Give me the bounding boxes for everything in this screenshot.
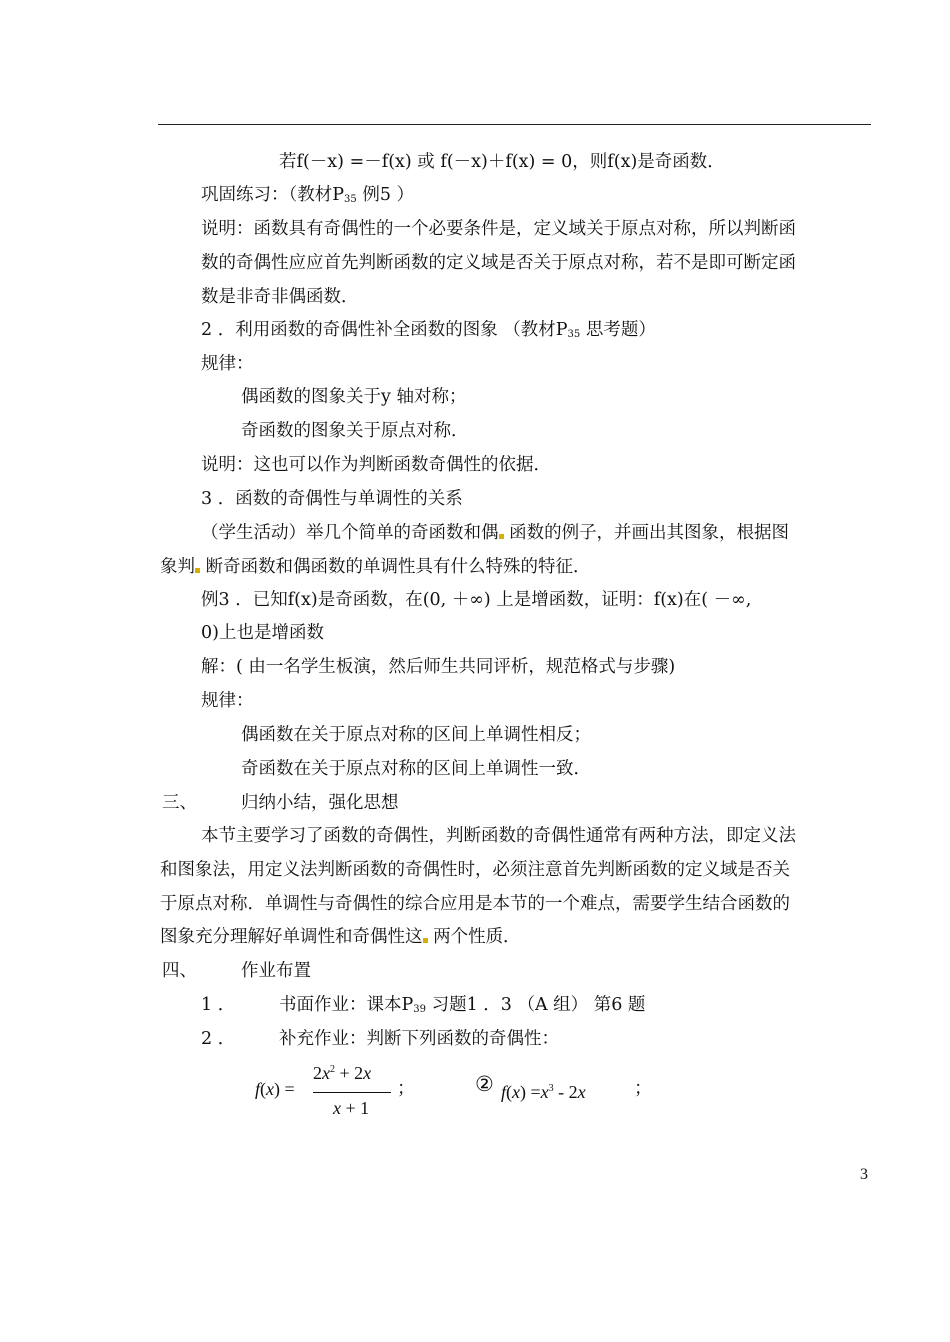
even-graph-rule: 偶函数的图象关于y 轴对称； (241, 387, 467, 407)
activity-line-1: （学生活动）举几个简单的奇函数和偶 函数的例子，并画出其图象，根据图 (201, 523, 790, 543)
formula-1-numerator: $2x^2 + 2x$ (313, 1063, 372, 1083)
formula-2-semicolon: ； (634, 1078, 652, 1098)
rule-label-1: 规律： (201, 354, 254, 374)
section-four-number: 四、 (162, 961, 197, 981)
header-rule (158, 124, 871, 125)
summary-line-1: 本节主要学习了函数的奇偶性，判断函数的奇偶性通常有两种方法，即定义法 (201, 826, 796, 846)
odd-graph-rule: 奇函数的图象关于原点对称． (241, 421, 469, 441)
even-monotonic-rule: 偶函数在关于原点对称的区间上单调性相反； (241, 725, 591, 745)
homework-2-number: 2 ． (201, 1029, 236, 1049)
formula-2: $f(x) =x^3 - 2x$ (501, 1082, 586, 1102)
section-three-number: 三、 (162, 793, 197, 813)
formula-1-lhs: f(x) = (255, 1079, 295, 1099)
note-line-3: 数是非奇非偶函数． (201, 287, 359, 307)
solution-line: 解：( 由一名学生板演，然后师生共同评析，规范格式与步骤) (201, 657, 676, 677)
section-four-title: 作业布置 (241, 961, 311, 981)
homework-2-text: 补充作业：判断下列函数的奇偶性： (279, 1029, 559, 1049)
section-2-heading: 2 ．利用函数的奇偶性补全函数的图象 （教材$P_{35}$ 思考题） (201, 320, 656, 340)
note-line-2: 数的奇偶性应应首先判断函数的定义域是否关于原点对称，若不是即可断定函 (201, 253, 796, 273)
summary-line-4: 图象充分理解好单调性和奇偶性这 两个性质． (160, 927, 521, 947)
section-3-heading: 3 ．函数的奇偶性与单调性的关系 (201, 489, 463, 509)
page-number: 3 (860, 1166, 868, 1183)
example-3-line-1: 例3 ．已知f(x)是奇函数，在(0, ＋∞) 上是增函数，证明：f(x)在( －∞, (201, 590, 752, 610)
activity-line-2: 象判 断奇函数和偶函数的单调性具有什么特殊的特征． (160, 557, 591, 577)
homework-1-text: 书面作业：课本$P_{39}$ 习题1 ．3 （A 组） 第6 题 (279, 995, 646, 1015)
formula-1-denominator: x + 1 (333, 1098, 370, 1118)
formula-1-fraction (313, 1063, 393, 1123)
note-basis: 说明：这也可以作为判断函数奇偶性的依据． (201, 455, 551, 475)
fraction-bar (313, 1092, 391, 1093)
odd-monotonic-rule: 奇函数在关于原点对称的区间上单调性一致． (241, 759, 591, 779)
circled-two: ② (475, 1072, 494, 1096)
section-three-title: 归纳小结，强化思想 (241, 793, 399, 813)
note-line-1: 说明：函数具有奇偶性的一个必要条件是，定义域关于原点对称，所以判断函 (201, 219, 796, 239)
homework-1-number: 1 ． (201, 995, 236, 1015)
summary-line-3: 于原点对称．单调性与奇偶性的综合应用是本节的一个难点，需要学生结合函数的 (160, 894, 790, 914)
practice-line: 巩固练习：（教材$P_{35}$ 例5 ） (201, 185, 415, 205)
odd-function-condition: 若f(－x) =－f(x) 或 f(－x)＋f(x) = 0，则f(x)是奇函数． (279, 152, 725, 172)
summary-line-2: 和图象法，用定义法判断函数的奇偶性时，必须注意首先判断函数的定义域是否关 (160, 860, 790, 880)
formula-1-semicolon: ； (397, 1078, 415, 1098)
example-3-line-2: 0)上也是增函数 (201, 623, 324, 643)
rule-label-2: 规律： (201, 691, 254, 711)
